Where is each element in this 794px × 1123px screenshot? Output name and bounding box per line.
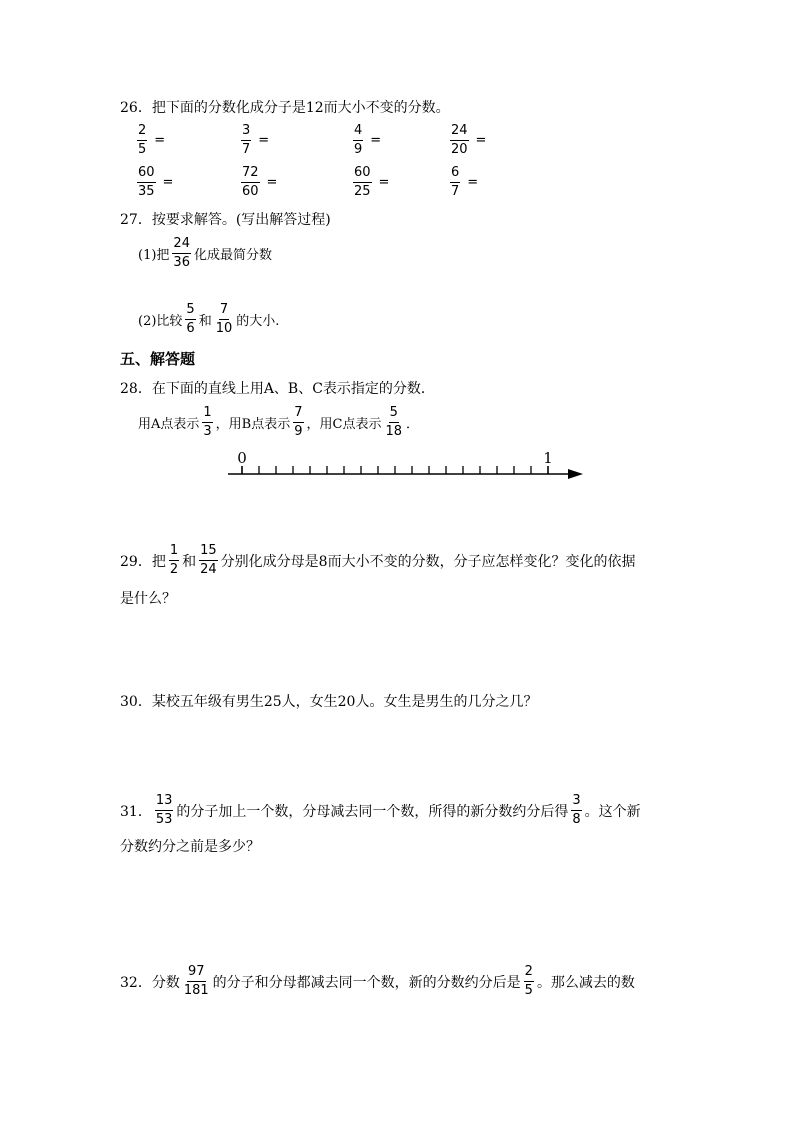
q31-line1 — [120, 793, 641, 828]
q27-part2 — [138, 302, 279, 337]
q26-item-1 — [134, 123, 165, 158]
q27-title: 27．按要求解答。(写出解答过程) — [120, 212, 331, 228]
equals-sign: = — [378, 175, 390, 190]
q26-title: 26．把下面的分数化成分子是12而大小不变的分数。 — [120, 100, 450, 116]
number-line-label-zero: 0 — [237, 449, 247, 467]
q32-prefix: 32．分数 — [120, 974, 180, 991]
q29-line2: 是什么？ — [120, 591, 176, 607]
q27-part1-prefix: (1)把 — [138, 248, 170, 263]
section-heading: 五、解答题 — [120, 350, 196, 368]
q30-title: 30．某校五年级有男生25人，女生20人。女生是男生的几分之几？ — [120, 694, 538, 710]
fraction: $\frac{4}{9}$ — [354, 123, 363, 157]
q28-text-c: ，用C点表示 — [306, 417, 382, 432]
q27-part2-prefix: (2)比较 — [138, 314, 183, 329]
q26-item-3 — [350, 123, 381, 158]
fraction: $\frac{1}{3}$ — [203, 405, 212, 439]
fraction: $\frac{6}{7}$ — [451, 165, 460, 199]
equals-sign: = — [266, 175, 278, 190]
q27-part2-suffix: 的大小. — [236, 314, 280, 329]
equals-sign: = — [467, 175, 479, 190]
q29-line1 — [120, 543, 636, 578]
fraction: $\frac{72}{60}$ — [242, 165, 259, 199]
fraction: $\frac{24}{36}$ — [173, 236, 190, 270]
equals-sign: = — [370, 133, 382, 148]
q28-instructions — [138, 405, 419, 440]
equals-sign: = — [258, 133, 270, 148]
q31-prefix: 31． — [120, 803, 152, 820]
fraction: $\frac{3}{7}$ — [242, 123, 251, 157]
fraction: $\frac{15}{24}$ — [200, 543, 217, 577]
q28-text-b: ，用B点表示 — [215, 417, 291, 432]
q31-line2: 分数约分之前是多少？ — [120, 839, 260, 855]
fraction: $\frac{24}{20}$ — [451, 123, 468, 157]
q26-item-8 — [447, 165, 478, 200]
equals-sign: = — [475, 133, 487, 148]
fraction: $\frac{3}{8}$ — [572, 793, 581, 827]
number-line — [220, 448, 590, 484]
q26-item-5 — [134, 165, 173, 200]
q29-mid: 和 — [182, 553, 197, 570]
fraction: $\frac{60}{25}$ — [354, 165, 371, 199]
fraction: $\frac{7}{10}$ — [215, 302, 233, 336]
q26-item-7 — [350, 165, 389, 200]
arrow-head-icon — [568, 469, 583, 479]
q28-title: 28．在下面的直线上用A、B、C表示指定的分数． — [120, 381, 435, 397]
q31-suffix: 。这个新 — [584, 803, 641, 820]
fraction: $\frac{97}{181}$ — [183, 964, 209, 998]
q32-middle: 的分子和分母都减去同一个数，新的分数约分后是 — [212, 974, 521, 991]
fraction: $\frac{60}{35}$ — [138, 165, 155, 199]
fraction: $\frac{2}{5}$ — [524, 964, 533, 998]
fraction: $\frac{7}{9}$ — [294, 405, 303, 439]
fraction: $\frac{1}{2}$ — [169, 543, 179, 577]
number-line-label-one: 1 — [543, 449, 553, 467]
q28-text-a: 用A点表示 — [138, 417, 200, 432]
q31-middle: 的分子加上一个数，分母减去同一个数，所得的新分数约分后得 — [176, 803, 569, 820]
q26-item-4 — [447, 123, 486, 158]
q26-item-2 — [238, 123, 269, 158]
q27-part1 — [138, 236, 272, 271]
q27-part1-suffix: 化成最简分数 — [193, 248, 272, 263]
equals-sign: = — [154, 133, 166, 148]
q32-suffix: 。那么减去的数 — [536, 974, 635, 991]
fraction: $\frac{5}{6}$ — [186, 302, 195, 336]
q26-item-6 — [238, 165, 277, 200]
fraction: $\frac{5}{18}$ — [385, 405, 403, 439]
q32-line1 — [120, 964, 635, 999]
q28-text-end: ． — [406, 417, 420, 432]
q29-prefix: 29．把 — [120, 553, 166, 570]
q27-part2-mid: 和 — [198, 314, 212, 329]
fraction: $\frac{13}{53}$ — [155, 793, 173, 827]
q29-suffix: 分别化成分母是8而大小不变的分数，分子应怎样变化？变化的依据 — [220, 553, 636, 570]
equals-sign: = — [162, 175, 174, 190]
fraction: $\frac{2}{5}$ — [138, 123, 147, 157]
